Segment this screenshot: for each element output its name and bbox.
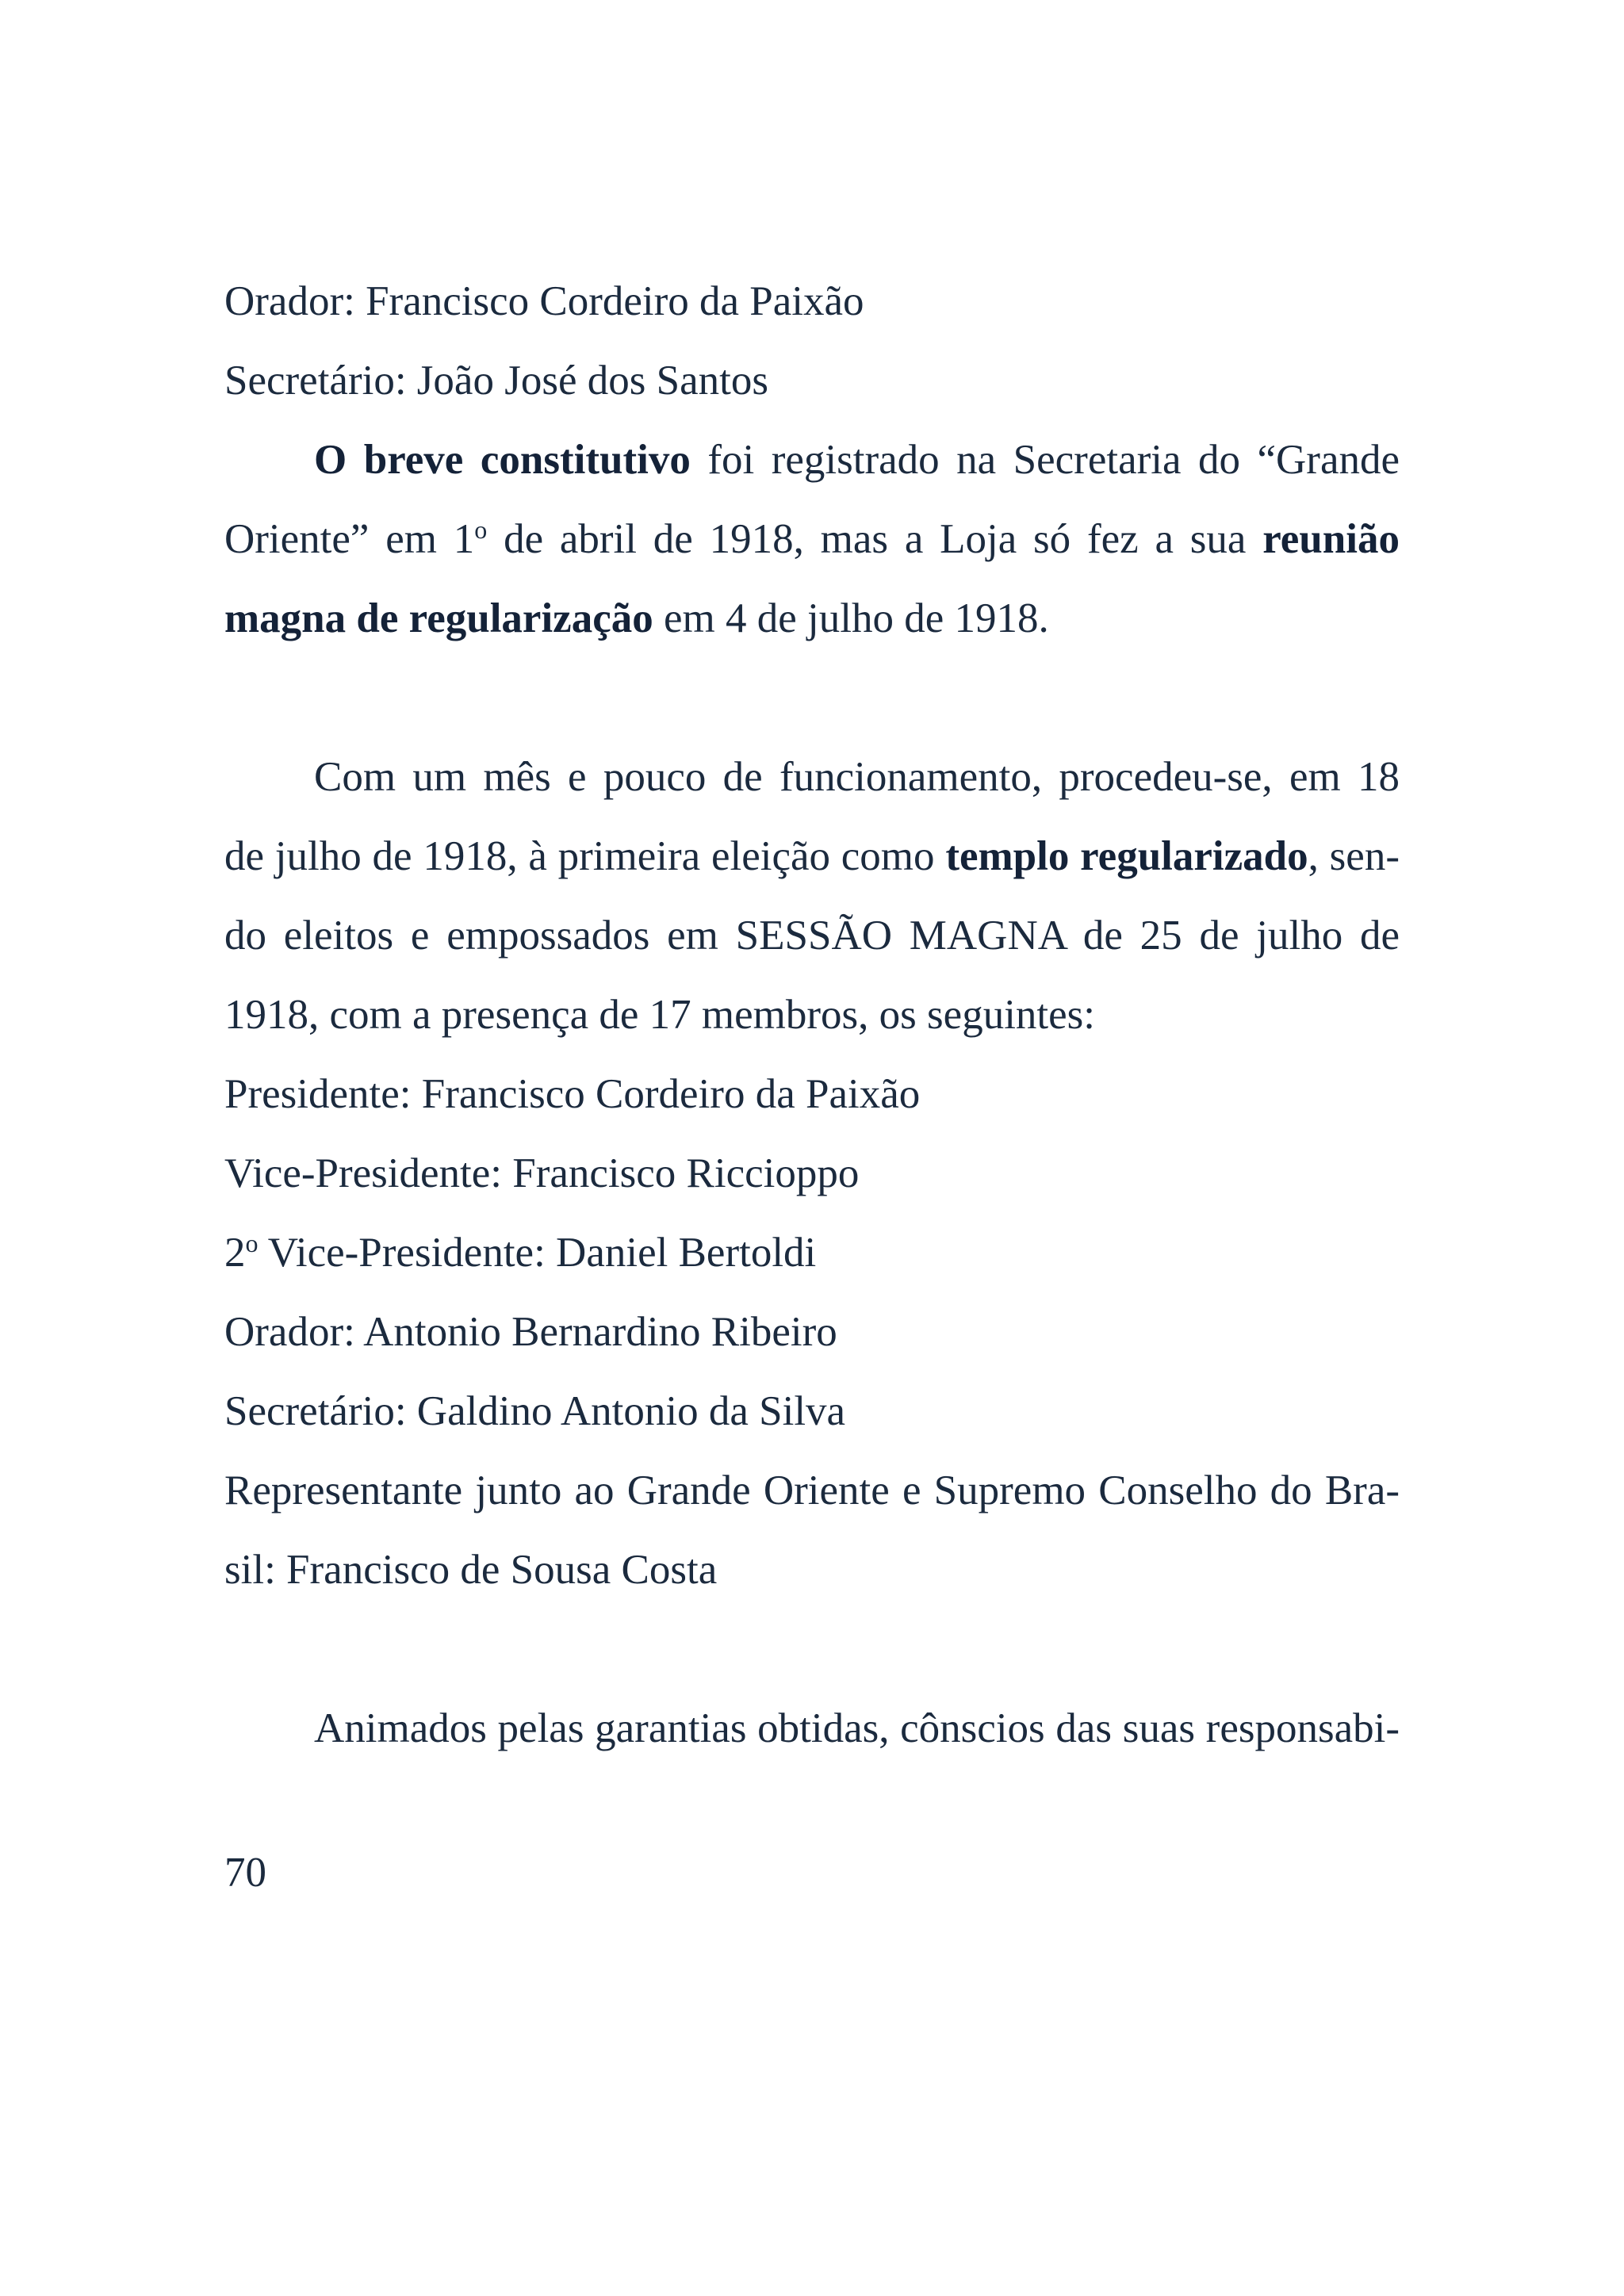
ordinal-indicator: o xyxy=(245,1229,259,1257)
paragraph-line xyxy=(224,499,1400,579)
text-line: Presidente: Francisco Cordeiro da Paixão xyxy=(224,1071,921,1117)
text-span: de abril de 1918, mas a Loja só fez a sua xyxy=(487,516,1263,562)
paragraph-gap xyxy=(224,658,1400,737)
text-span: em 4 de julho de 1918. xyxy=(653,595,1049,641)
paragraph-gap xyxy=(224,1609,1400,1689)
page-number: 70 xyxy=(224,1850,266,1896)
paragraph-line: 1918, com a presença de 17 membros, os seguintes: xyxy=(224,992,1096,1038)
paragraph-line xyxy=(224,420,1400,499)
text-line: Secretário: Galdino Antonio da Silva xyxy=(224,1388,846,1434)
text-line: Vice-Presidente: Francisco Riccioppo xyxy=(224,1150,860,1196)
paragraph-line xyxy=(224,817,1400,896)
bold-phrase: magna de regularização xyxy=(224,595,653,641)
bold-phrase: O breve constitutivo xyxy=(314,437,691,483)
paragraph-line: Com um mês e pouco de funcionamento, procedeu-se, em 18 xyxy=(314,754,1400,800)
text-span: foi registrado na Secretaria do “Grande xyxy=(690,437,1400,483)
paragraph-line xyxy=(224,579,1400,658)
bold-phrase: reunião xyxy=(1262,516,1400,562)
text-line: Representante junto ao Grande Oriente e Supremo Conselho do Bra- xyxy=(224,1468,1400,1513)
text-span: de julho de 1918, à primeira eleição como xyxy=(224,833,946,879)
ordinal-indicator: o xyxy=(474,515,488,544)
paragraph-line: Animados pelas garantias obtidas, cônscios das suas responsabi- xyxy=(314,1705,1400,1751)
text-span: , sen- xyxy=(1308,833,1400,879)
text-line: Secretário: João José dos Santos xyxy=(224,358,768,404)
text-line xyxy=(224,1213,1400,1292)
text-line: Orador: Antonio Bernardino Ribeiro xyxy=(224,1309,837,1355)
text-span: Vice-Presidente: Daniel Bertoldi xyxy=(258,1230,817,1276)
text-span: 2 xyxy=(224,1230,246,1276)
text-span: Oriente” em 1 xyxy=(224,516,475,562)
bold-phrase: templo regularizado xyxy=(945,833,1308,879)
text-line: sil: Francisco de Sousa Costa xyxy=(224,1547,718,1593)
text-line: Orador: Francisco Cordeiro da Paixão xyxy=(224,278,864,324)
paragraph-line: do eleitos e empossados em SESSÃO MAGNA de 25 de julho de xyxy=(224,913,1400,959)
page-body xyxy=(224,262,1400,1768)
